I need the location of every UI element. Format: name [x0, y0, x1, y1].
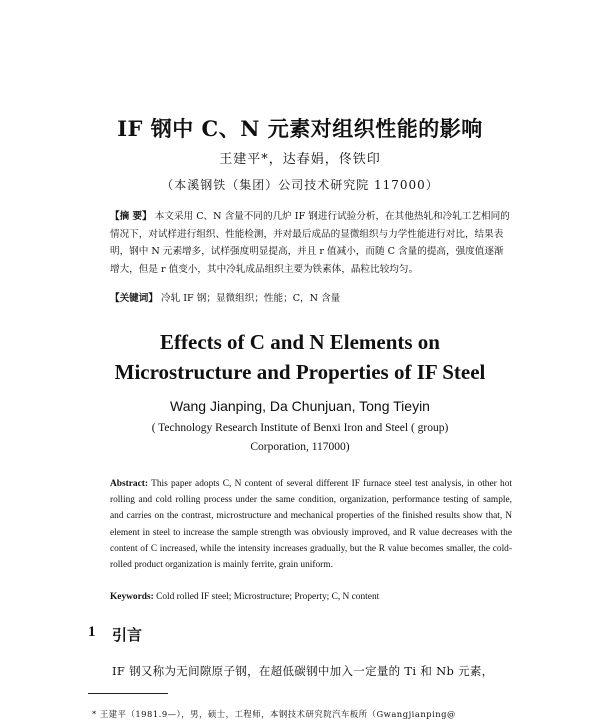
body-text: IF 钢又称为无间隙原子钢，在超低碳钢中加入一定量的 Ti 和 Nb 元素，: [112, 664, 494, 678]
english-abstract-label: Abstract:: [110, 479, 149, 489]
english-title-line-1: Effects of C and N Elements on: [160, 330, 440, 354]
chinese-abstract-label: 【摘 要】: [110, 211, 152, 222]
section-title: 引言: [112, 626, 143, 644]
chinese-abstract-text: 本文采用 C、N 含量不同的几炉 IF 钢进行试验分析，在其他热轧和冷轧工艺相同的情况下，对试样进行组织、性能检测，并对最后成品的显微组织与力学性能进行对比，结果表明，钢中 N 元素增多，试样强度明显提高，并且 r 值减小，而随 C 含量的提高，强度值逐渐增大，但是 r 值变小，其中冷轧成品组织主要为铁素体，晶粒比较均匀。: [110, 211, 510, 275]
english-keywords: [110, 589, 512, 605]
english-title-line-2: Microstructure and Properties of IF Steel: [114, 360, 486, 384]
chinese-keywords-text: 冷轧 IF 钢；显微组织；性能；C，N 含量: [161, 293, 341, 304]
footnote: * 王建平（1981.9—），男，硕士，工程师，本钢技术研究院汽车板所（Gwangjianping@: [92, 709, 456, 719]
english-abstract-text: This paper adopts C, N content of several different IF furnace steel test analysis, in other hot rolling and cold rolling process under the same condition, organization, performance testing of sample, and carries on the contrast, microstructure and mechanical properties of the finished results show that, N element in steel to increase the sample strength was obviously improved, and R value decreases with the content of C increased, while the intensity increases gradually, but the R value becomes smaller, the cold-rolled product organization is mainly ferrite, grain uniform.: [110, 479, 512, 571]
footnote-divider: [88, 693, 168, 694]
chinese-keywords-label: 【关键词】: [110, 293, 158, 304]
english-keywords-text: Cold rolled IF steel; Microstructure; Property; C, N content: [156, 592, 380, 602]
english-authors: Wang Jianping, Da Chunjuan, Tong Tieyin: [170, 398, 430, 414]
section-number: 1: [88, 624, 96, 640]
chinese-title: IF 钢中 C、N 元素对组织性能的影响: [117, 116, 483, 141]
english-abstract: [110, 476, 512, 573]
chinese-affiliation: （本溪钢铁（集团）公司技术研究院 117000）: [161, 178, 439, 192]
chinese-abstract: [110, 208, 512, 278]
english-affiliation-line-1: ( Technology Research Institute of Benxi Iron and Steel ( group): [151, 422, 449, 434]
chinese-authors: 王建平*，达春娟，佟铁印: [219, 152, 381, 167]
english-affiliation-line-2: Corporation, 117000): [250, 441, 350, 453]
english-keywords-label: Keywords:: [110, 592, 154, 602]
chinese-keywords: [110, 291, 512, 307]
